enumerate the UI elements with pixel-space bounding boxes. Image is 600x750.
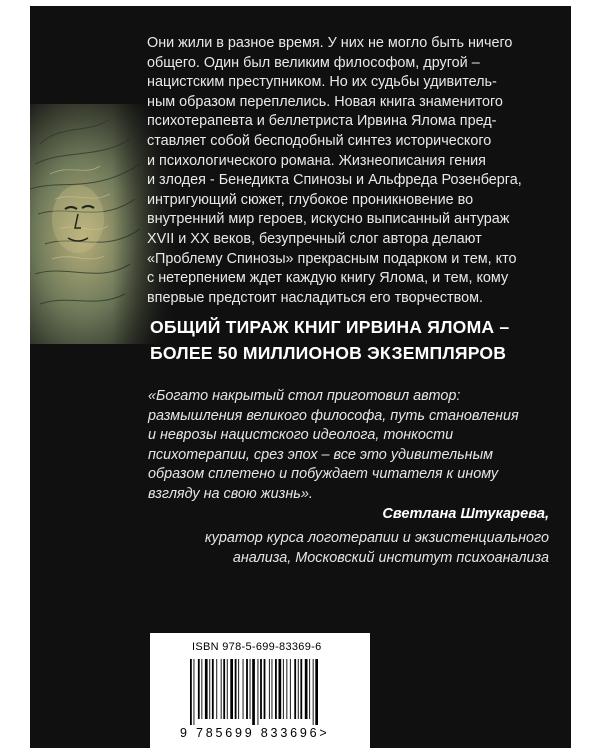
barcode-bar	[238, 659, 239, 719]
quote-line: взгляду на свою жизнь».	[148, 485, 313, 502]
quote-line: образом сплетено и побуждает читателя к иному	[148, 466, 499, 483]
quote-line: психотерапии, срез эпох – все это удивительным	[148, 446, 494, 463]
barcode-bar	[201, 659, 202, 719]
blurb-line: XVII и XX веков, безупречный слог автора делают	[147, 230, 482, 247]
barcode-bar	[198, 659, 200, 719]
blurb-line: и злодея - Бенедикта Спинозы и Альфреда Розенберга,	[147, 172, 522, 189]
barcode-bar	[223, 659, 225, 719]
barcode-bar	[235, 659, 237, 719]
barcode-bar	[216, 659, 217, 719]
author-credential	[205, 529, 549, 568]
barcode-bar	[246, 659, 248, 719]
barcode-bar	[205, 659, 208, 719]
blurb-line: «Проблему Спинозы» прекрасным подарком и тем, кто	[147, 250, 517, 267]
barcode-bar	[264, 659, 266, 719]
barcode-bar	[250, 659, 251, 719]
blurb-line: ным образом переплелись. Новая книга знаменитого	[147, 93, 503, 110]
barcode-bar	[294, 659, 296, 719]
barcode-bar	[269, 659, 270, 719]
headline-line: БОЛЕЕ 50 МИЛЛИОНОВ ЭКЗЕМПЛЯРОВ	[150, 343, 507, 363]
quote-line: и неврозы нацистского идеолога, тонкости	[148, 427, 454, 444]
barcode-bar	[279, 659, 282, 719]
barcode-bar	[309, 659, 310, 719]
barcode-bar	[221, 659, 222, 719]
barcode-bar	[230, 659, 233, 719]
blurb-line: психотерапевта и беллетриста Ирвина Ялома пред-	[147, 113, 497, 130]
credential-line: куратор курса логотерапии и экзистенциального	[204, 530, 549, 546]
barcode-bar	[272, 659, 273, 719]
quote-author: Светлана Штукарева,	[382, 506, 549, 522]
blurb-line: и психологического романа. Жизнеописания гения	[147, 152, 486, 169]
barcode-bar	[190, 659, 192, 725]
blurb-line: внутренний мир героев, искусно выписанный антураж	[147, 211, 510, 228]
blurb-line: с нетерпением ждет каждую книгу Ялома, и тем, кому	[147, 270, 509, 287]
barcode-bar	[286, 659, 287, 719]
barcode-bar	[275, 659, 277, 719]
blurb-line: Они жили в разное время. У них не могло быть ничего	[147, 35, 513, 51]
isbn-barcode	[150, 633, 370, 748]
barcode-bar	[305, 659, 308, 719]
headline-line: ОБЩИЙ ТИРАЖ КНИГ ИРВИНА ЯЛОМА –	[150, 317, 510, 337]
blurb-line: нацистским преступником. Но их судьбы удивитель-	[147, 74, 497, 91]
book-back-cover	[30, 6, 571, 748]
barcode-number: 9 785699 833696	[180, 726, 320, 740]
barcode-bars	[190, 659, 360, 725]
circulation-headline	[150, 314, 560, 366]
isbn-label: ISBN 978-5-699-83369-6	[192, 641, 322, 653]
barcode-bar	[283, 659, 284, 719]
barcode-end-marker: >	[319, 726, 330, 740]
barcode-bar	[212, 659, 214, 719]
barcode-bar	[313, 659, 314, 725]
barcode-bar	[194, 659, 195, 725]
barcode-bar	[300, 659, 302, 719]
quote-line: «Богато накрытый стол приготовил автор:	[148, 388, 461, 404]
blurb-line: общего. Один был великим философом, другой –	[147, 54, 480, 71]
barcode-bar	[252, 659, 255, 725]
barcode-bar	[243, 659, 244, 719]
barcode-digits	[180, 726, 329, 740]
barcode-bar	[209, 659, 210, 719]
review-quote	[148, 387, 568, 505]
barcode-bar	[290, 659, 291, 719]
barcode-bar	[227, 659, 228, 719]
credential-line: анализа, Московский институт психоанализа	[232, 549, 549, 566]
barcode-bar	[258, 659, 259, 725]
blurb-line: ставляет собой бесподобный синтез исторического	[147, 132, 492, 149]
blurb-text	[147, 34, 567, 308]
blurb-line: интригующий сюжет, глубокое проникновение во	[147, 191, 474, 208]
quote-line: размышления великого философа, путь становления	[148, 407, 519, 424]
barcode-bar	[260, 659, 262, 719]
barcode-bar	[315, 659, 318, 725]
blurb-line: впервые предстоит насладиться его творчеством.	[147, 289, 483, 306]
barcode-bar	[298, 659, 299, 719]
